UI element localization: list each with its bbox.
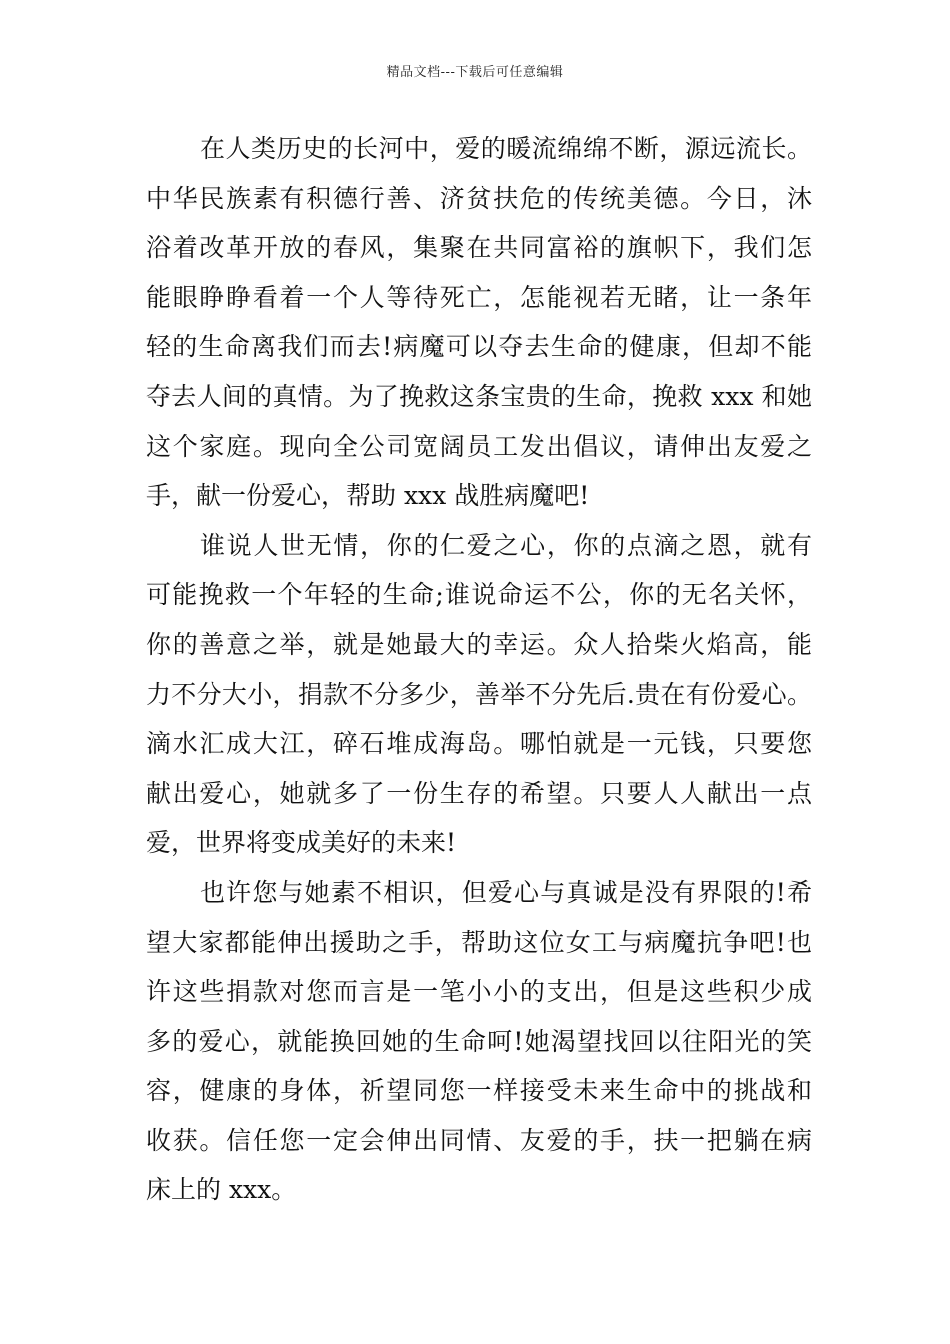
- text-line: 望大家都能伸出援助之手，帮助这位女工与病魔抗争吧!也: [146, 927, 812, 957]
- text-line: 也许您与她素不相识，但爱心与真诚是没有界限的!希: [200, 877, 812, 907]
- text-line: 浴着改革开放的春风，集聚在共同富裕的旗帜下，我们怎: [146, 233, 812, 263]
- text-line: 你的善意之举，就是她最大的幸运。众人拾柴火焰高，能: [146, 629, 812, 659]
- text-line: 收获。信任您一定会伸出同情、友爱的手，扶一把躺在病: [146, 1125, 812, 1155]
- text-line: 手，献一份爱心，帮助 xxx 战胜病魔吧!: [146, 481, 590, 511]
- text-line: 多的爱心，就能换回她的生命呵!她渴望找回以往阳光的笑: [146, 1026, 812, 1056]
- text-line: 能眼睁睁看着一个人等待死亡，怎能视若无睹，让一条年: [146, 282, 812, 312]
- paragraph-2: [146, 521, 812, 868]
- text-line: 爱，世界将变成美好的未来!: [146, 828, 457, 858]
- text-line: 容，健康的身体，祈望同您一样接受未来生命中的挑战和: [146, 1076, 812, 1106]
- text-line: 夺去人间的真情。为了挽救这条宝贵的生命，挽救 xxx 和她: [146, 381, 812, 411]
- text-line: 献出爱心，她就多了一份生存的希望。只要人人献出一点: [146, 778, 812, 808]
- text-line: 滴水汇成大江，碎石堆成海岛。哪怕就是一元钱，只要您: [146, 729, 812, 759]
- paragraph-3: [146, 868, 812, 1215]
- text-line: 中华民族素有积德行善、济贫扶危的传统美德。今日，沐: [146, 183, 812, 213]
- page-header: 精品文档---下载后可任意编辑: [386, 65, 564, 80]
- text-line: 可能挽救一个年轻的生命;谁说命运不公，你的无名关怀，: [146, 580, 812, 610]
- text-line: 力不分大小，捐款不分多少，善举不分先后.贵在有份爱心。: [146, 679, 812, 709]
- text-line: 轻的生命离我们而去!病魔可以夺去生命的健康，但却不能: [146, 332, 812, 362]
- text-line: 在人类历史的长河中，爱的暖流绵绵不断，源远流长。: [200, 134, 812, 163]
- paragraph-1: [146, 124, 812, 521]
- document-body: [146, 124, 812, 1215]
- text-line: 谁说人世无情，你的仁爱之心，你的点滴之恩，就有: [200, 530, 812, 560]
- text-line: 许这些捐款对您而言是一笔小小的支出，但是这些积少成: [146, 977, 812, 1007]
- text-line: 这个家庭。现向全公司宽阔员工发出倡议，请伸出友爱之: [146, 431, 812, 461]
- text-line: 床上的 xxx。: [146, 1175, 297, 1205]
